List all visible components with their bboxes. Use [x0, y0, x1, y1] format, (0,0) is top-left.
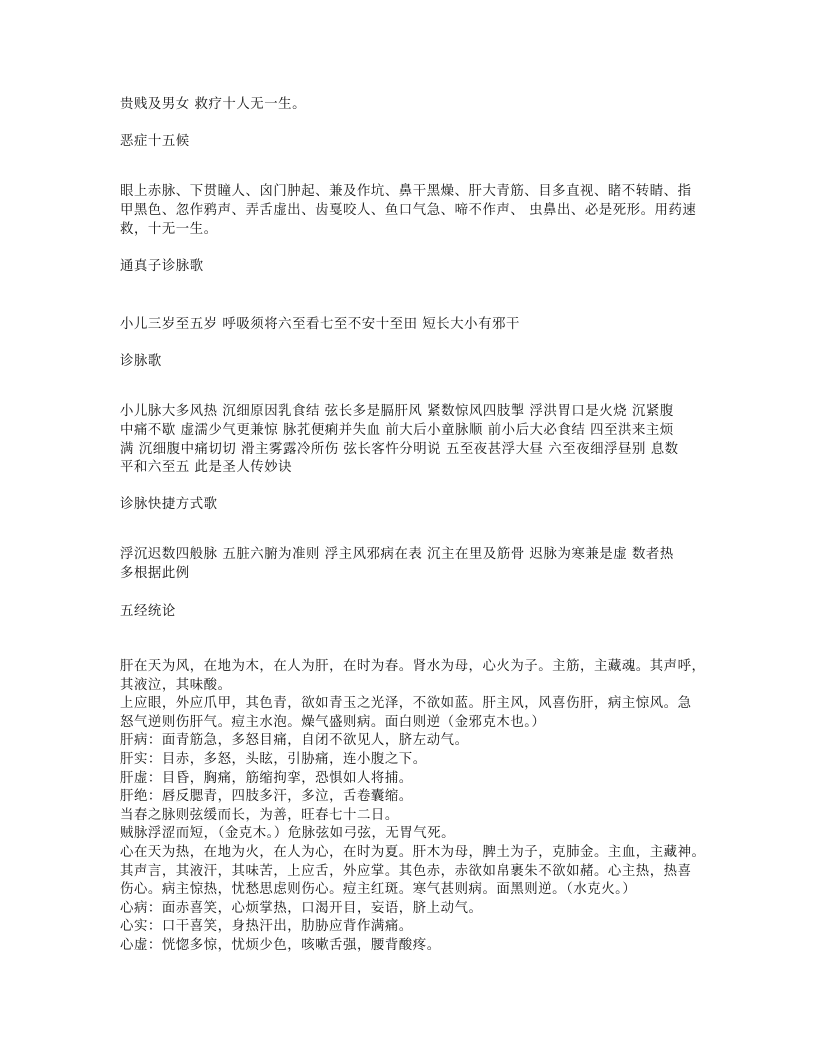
text-line: 心实：口干喜笑，身热汗出，肋胁应背作满痛。 [120, 919, 413, 935]
heading-text: 诊脉歌 [120, 354, 162, 369]
text-line: 其声言，其液汗，其味苦，上应舌，外应掌。其色赤，赤欲如帛裹朱不欲如赭。心主热，热喜 [120, 863, 692, 879]
text-line: 小儿三岁至五岁 呼吸须将六至看七至不安十至田 短长大小有邪干 [120, 317, 520, 332]
paragraph-pulse-song [120, 403, 702, 478]
text-line: 肝虚：目昏，胸痛，筋缩拘挛，恐惧如人将捕。 [120, 770, 413, 786]
text-line: 心虚：恍惚多惊，忧烦少色，咳嗽舌强，腰背酸疼。 [120, 937, 441, 953]
section-heading-tongzhenzi [120, 258, 702, 277]
section-heading-evil-symptoms [120, 133, 702, 152]
text-line: 甲黑色、忽作鸦声、弄舌虚出、齿戛咬人、鱼口气急、啼不作声、 虫鼻出、必是死形。用药速 [120, 202, 697, 218]
paragraph-evil-symptoms [120, 183, 702, 239]
section-heading-five-classics [120, 603, 702, 622]
heading-text: 恶症十五候 [120, 134, 190, 149]
text-line: 当春之脉则弦缓而长，为善，旺春七十二日。 [120, 807, 399, 823]
section-heading-pulse-song [120, 353, 702, 372]
text-line: 肝在天为风，在地为木，在人为肝，在时为春。肾水为母，心火为子。主筋，主藏魂。其声呼， [120, 659, 706, 674]
paragraph-tongzhenzi [120, 316, 702, 335]
text-line: 中痛不歇 虚濡少气更兼惊 脉芤便痢并失血 前大后小童脉顺 前小后大必食结 四至洪来主烦 [120, 422, 674, 438]
text-line: 肝实：目赤，多怒，头眩，引胁痛，连小腹之下。 [120, 751, 427, 767]
paragraph-pulse-shortcut [120, 546, 702, 584]
paragraph-five-classics [120, 658, 706, 956]
text-line: 上应眼，外应爪甲，其色青，欲如青玉之光泽，不欲如蓝。肝主风，风喜伤肝，病主惊风。急 [120, 696, 692, 712]
text-line: 救，十无一生。 [120, 221, 218, 237]
text-line: 贵贱及男女 救疗十人无一生。 [120, 97, 307, 112]
text-line: 肝病：面青筋急，多怒目痛，自闭不欲见人，脐左动气。 [120, 733, 469, 749]
text-line: 贼脉浮涩而短，（金克木。）危脉弦如弓弦，无胃气死。 [120, 826, 456, 842]
heading-text: 通真子诊脉歌 [120, 259, 204, 274]
heading-text: 诊脉快捷方式歌 [120, 497, 218, 512]
text-line: 小儿脉大多风热 沉细原因乳食结 弦长多是膈肝风 紧数惊风四肢掣 浮洪胃口是火烧 沉紧腹 [120, 404, 674, 419]
section-heading-pulse-shortcut [120, 496, 702, 515]
text-line: 满 沉细腹中痛切切 滑主雾露冷所伤 弦长客忤分明说 五至夜甚浮大昼 六至夜细浮昼别 息数 [120, 441, 679, 457]
text-line: 其液泣，其味酸。 [120, 677, 232, 693]
text-line: 伤心。病主惊热，忧愁思虑则伤心。痘主红斑。寒气甚则病。面黑则逆。（水克火。） [120, 882, 637, 898]
text-line: 心病：面赤喜笑，心烦掌热，口渴开目，妄语，脐上动气。 [120, 900, 483, 916]
text-line: 多根据此例 [120, 565, 190, 581]
text-line: 怒气逆则伤肝气。痘主水泡。燥气盛则病。面白则逆（金邪克木也。） [120, 714, 546, 730]
text-line: 心在天为热，在地为火，在人为心，在时为夏。肝木为母，脾土为子，克肺金。主血，主藏神。 [120, 844, 706, 860]
heading-text: 五经统论 [120, 604, 176, 619]
text-line: 浮沉迟数四般脉 五脏六腑为准则 浮主风邪病在表 沉主在里及筋骨 迟脉为寒兼是虚 数者热 [120, 547, 674, 562]
text-line: 平和六至五 此是圣人传妙诀 [120, 460, 293, 476]
text-line: 眼上赤脉、下贯瞳人、囟门肿起、兼及作坑、鼻干黑燥、肝大青筋、目多直视、睹不转睛、指 [120, 184, 692, 199]
text-line: 肝绝：唇反腮青，四肢多汗，多泣，舌卷囊缩。 [120, 789, 413, 805]
intro-paragraph [120, 96, 702, 115]
